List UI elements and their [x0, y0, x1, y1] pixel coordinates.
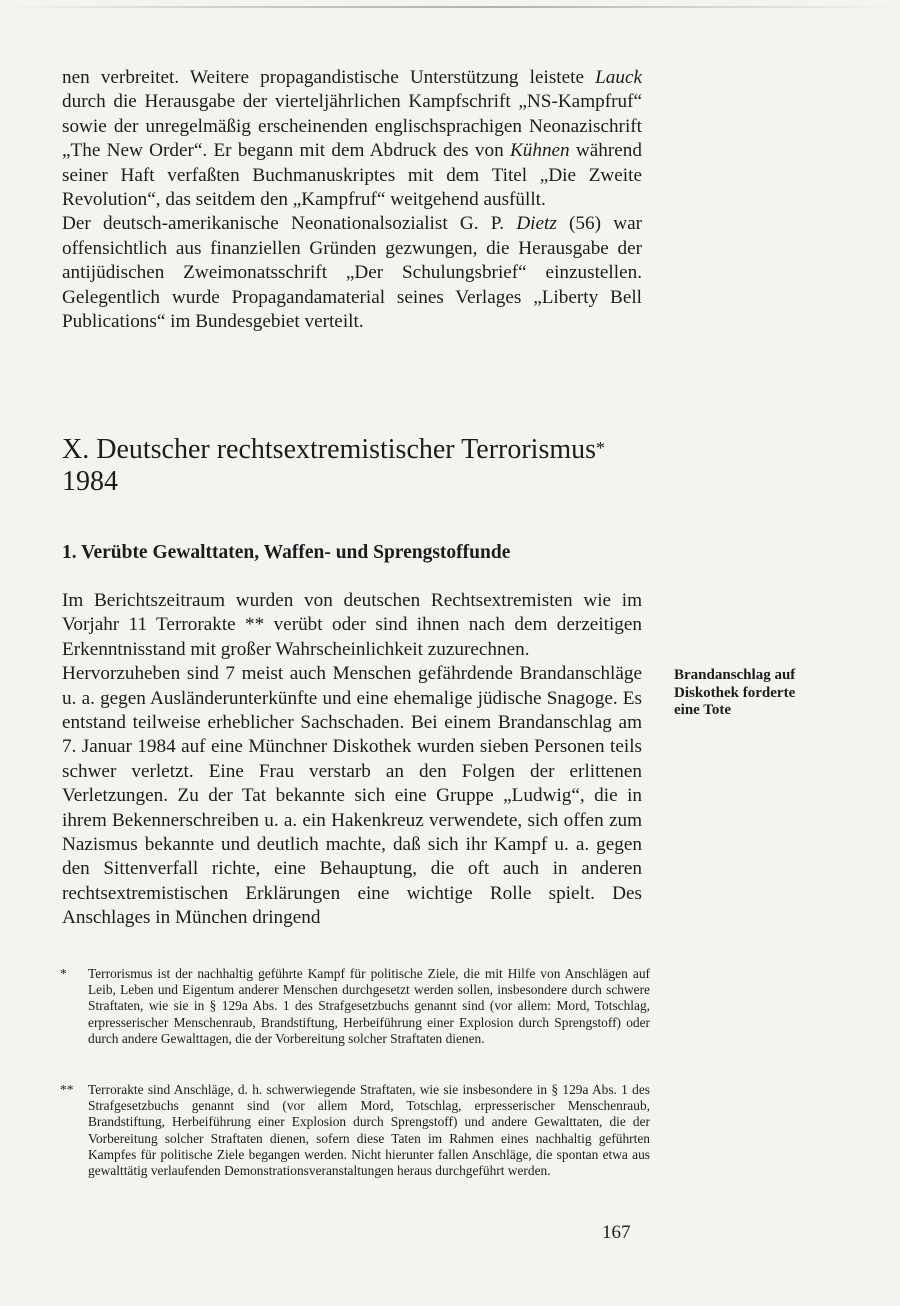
footnote-2-text: [60, 1082, 650, 1179]
intro-paragraph-1: [62, 66, 642, 212]
name-lauck: Lauck: [595, 67, 642, 88]
footnote-1-text: [60, 966, 650, 1047]
intro-text-1: nen verbreitet. Weitere propagandistische Unterstützung leistete: [62, 67, 596, 88]
footnote-1: [60, 966, 650, 1047]
intro-text-5: (56) war offensichtlich aus finanziellen Gründen gezwungen, die Herausgabe der antijüdischen Zweimonatsschrift „Der Schulungsbrief“ einzustellen. Gelegentlich wurde Propagandamaterial seines Verlages „Liberty Bell Publications“ im Bundesgebiet verteilt.: [62, 213, 642, 333]
intro-text-2: durch die Herausgabe der vierteljährlichen Kampfschrift „NS-Kampfruf“ sowie der unregelmäßig erscheinenden englischsprachigen Neonazischrift „The New Order“. Er begann mit dem Abdruck des von: [62, 91, 642, 162]
footnote-2-mark: **: [60, 1082, 74, 1097]
margin-note: Brandanschlag auf Diskothek forderte eine Tote: [674, 667, 796, 718]
section-paragraph-2: Hervorzuheben sind 7 meist auch Menschen gefährdende Brandanschläge u. a. gegen Ausländerunterkünfte und eine ehemalige jüdische Snagoge. Es entstand teilweise erheblicher Sachschaden. Bei einem Brandanschlag am 7. Januar 1984 auf eine Münchner Diskothek wurden sieben Personen teils schwer verletzt. Eine Frau verstarb an den Folgen der erlittenen Verletzungen. Zu der Tat bekannte sich eine Gruppe „Ludwig“, die in ihrem Bekennerschreiben u. a. ein Hakenkreuz verwendete, sich offen zum Nazismus bekannte und deutlich machte, daß sich ihr Kampf u. a. gegen den Sittenverfall richte, eine Behauptung, die oft auch in anderen rechtsextremistischen Erklärungen eine wichtige Rolle spielt. Des Anschlages in München dringend: [62, 663, 642, 929]
intro-text: [62, 66, 642, 334]
footnote-1-body: Terrorismus ist der nachhaltig geführte Kampf für politische Ziele, die mit Hilfe von Anschlägen auf Leib, Leben und Eigentum anderer Menschen durchgesetzt werden sollen, insbesondere durch schwere Straftaten, wie sie in § 129a Abs. 1 des Strafgesetzbuchs genannt sind (vor allem: Mord, Totschlag, erpresserischer Menschenraub, Brandstiftung, Herbeiführung einer Explosion durch Sprengstoff) oder durch andere Gewalttagen, die der Vorbereitung solcher Straftaten dienen.: [88, 966, 650, 1046]
footnote-1-mark: *: [60, 966, 67, 981]
name-kuehnen: Kühnen: [509, 140, 570, 162]
scan-artifact: [0, 6, 900, 8]
chapter-title: X. Deutscher rechtsextremistischer Terrorismus: [62, 434, 597, 465]
intro-text-3: während seiner Haft verfaßten Buchmanuskriptes mit dem Titel „Die Zweite Revolution“, das seitdem den „Kampfruf“ weitgehend ausfüllt.: [62, 140, 642, 211]
chapter-footnote-marker: *: [596, 438, 606, 458]
footnote-2-body: Terrorakte sind Anschläge, d. h. schwerwiegende Straftaten, wie sie insbesondere in § 129a Abs. 1 des Strafgesetzbuchs genannt sind (vor allem Mord, Totschlag, erpresserischer Menschenraub, Brandstiftung, Herbeiführung einer Explosion durch Sprengstoff) und andere Gewalttaten, die der Vorbereitung solcher Straftaten dienen, sofern diese Taten im Rahmen eines nachhaltig geführten Kampfes für politische Ziele begangen werden. Nicht hierunter fallen Anschläge, die spontan etwa aus gewalttätig verlaufenden Demonstrationsveranstaltungen heraus durchgeführt werden.: [88, 1082, 650, 1179]
intro-text-4: Der deutsch-amerikanische Neonationalsozialist G. P.: [62, 213, 517, 235]
chapter-heading: [62, 434, 662, 498]
section-body: [62, 589, 642, 931]
footnote-2: [60, 1082, 650, 1179]
name-dietz: Dietz: [516, 213, 557, 235]
section-paragraph-1: Im Berichtszeitraum wurden von deutschen Rechtsextremisten wie im Vorjahr 11 Terrorakte ** verübt oder sind ihnen nach dem derzeitigen Erkenntnisstand mit großer Wahrscheinlichkeit zuzurechnen.: [62, 590, 642, 660]
section-heading: 1. Verübte Gewalttaten, Waffen- und Sprengstoffunde: [62, 542, 511, 563]
chapter-year: 1984: [62, 466, 118, 497]
intro-paragraph-2: [62, 212, 642, 334]
page-number: 167: [602, 1222, 631, 1243]
